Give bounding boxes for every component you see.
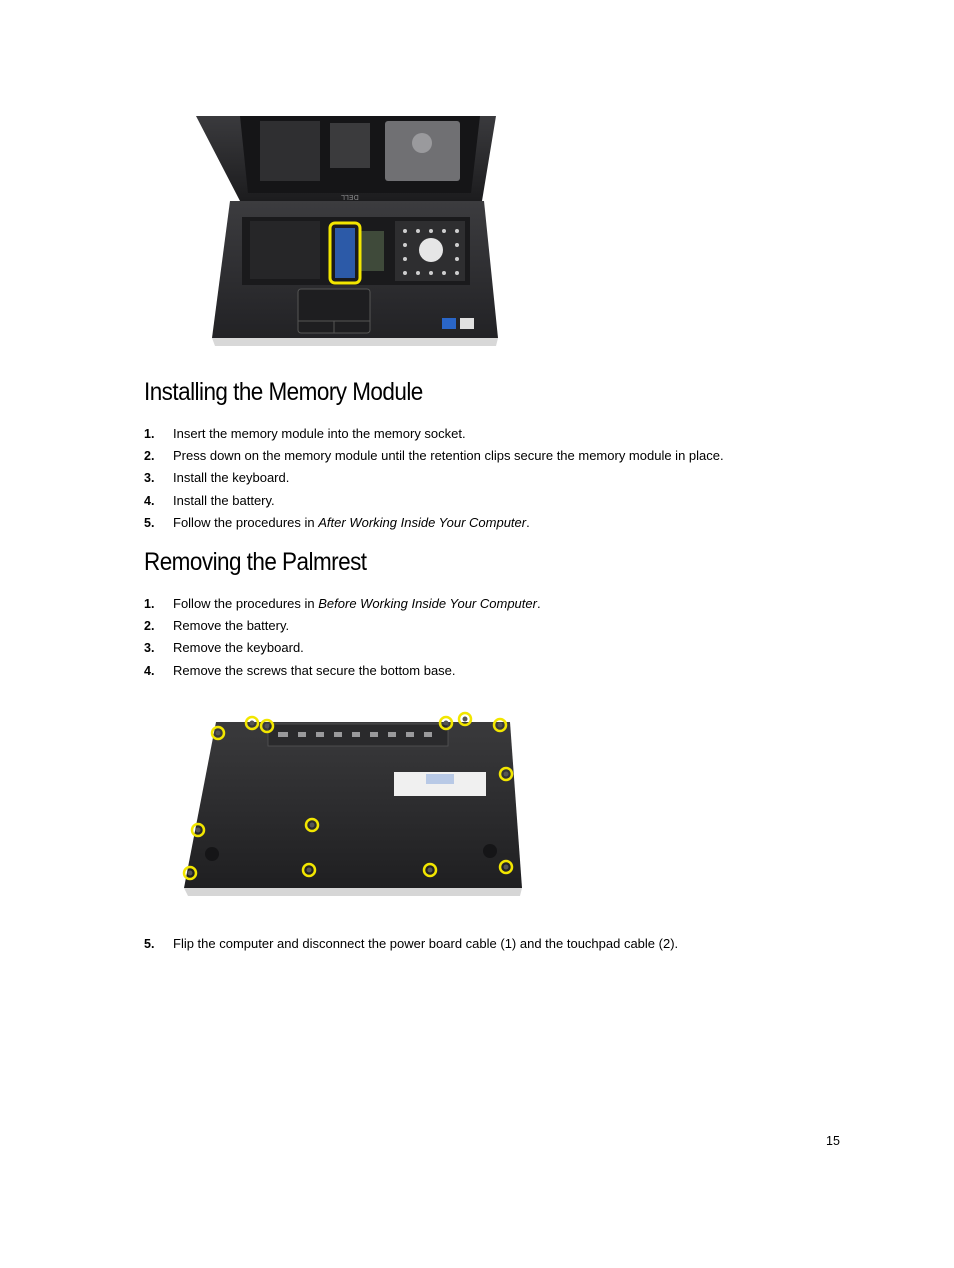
install-steps-list — [144, 423, 844, 534]
page-number: 15 — [826, 1134, 840, 1148]
list-item: 4. Install the battery. — [144, 492, 275, 508]
section-title-install-memory: Installing the Memory Module — [144, 378, 423, 406]
list-item: 3. Install the keyboard. — [144, 470, 290, 486]
list-item: 2. Remove the battery. — [144, 618, 290, 634]
section-title-remove-palmrest: Removing the Palmrest — [144, 548, 367, 576]
memory-module-photo — [190, 113, 502, 348]
list-item: 2. Press down on the memory module until the retention clips secure the memory module in place. — [144, 448, 724, 464]
list-item: 5. Flip the computer and disconnect the power board cable (1) and the touchpad cable (2). — [144, 936, 679, 951]
dell-logo: DELL — [341, 193, 359, 201]
cross-reference: Before Working Inside Your Computer — [318, 596, 537, 611]
remove-steps-list-continued — [144, 933, 844, 955]
list-item: 3. Remove the keyboard. — [144, 640, 304, 656]
cross-reference: After Working Inside Your Computer — [318, 514, 527, 530]
bottom-base-photo — [178, 710, 530, 900]
remove-steps-list — [144, 593, 844, 682]
list-item: 5. Follow the procedures in After Working Inside Your Computer. — [144, 514, 530, 530]
list-item: 1. Follow the procedures in Before Working Inside Your Computer. — [144, 596, 541, 611]
list-item: 4. Remove the screws that secure the bottom base. — [144, 662, 456, 678]
list-item: 1. Insert the memory module into the memory socket. — [144, 426, 466, 441]
